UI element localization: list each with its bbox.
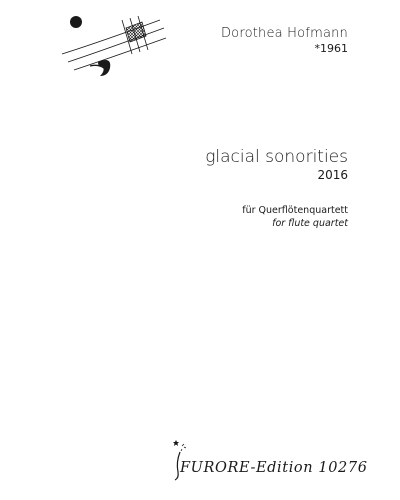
abstract-music-graphic-icon: [60, 10, 170, 90]
publisher-imprint: FURORE-Edition 10276: [180, 460, 368, 476]
publisher-block: [166, 438, 368, 488]
composer-name: Dorothea Hofmann: [220, 26, 348, 41]
instrumentation-english: for flute quartet: [272, 218, 348, 229]
work-block: [205, 147, 348, 183]
instrumentation-block: [242, 204, 348, 230]
work-year: 2016: [317, 168, 348, 182]
work-title: glacial sonorities: [205, 147, 348, 167]
composer-block: [221, 26, 348, 56]
composer-birth-year: *1961: [314, 42, 348, 55]
instrumentation-german: für Querflötenquartett: [242, 205, 348, 216]
